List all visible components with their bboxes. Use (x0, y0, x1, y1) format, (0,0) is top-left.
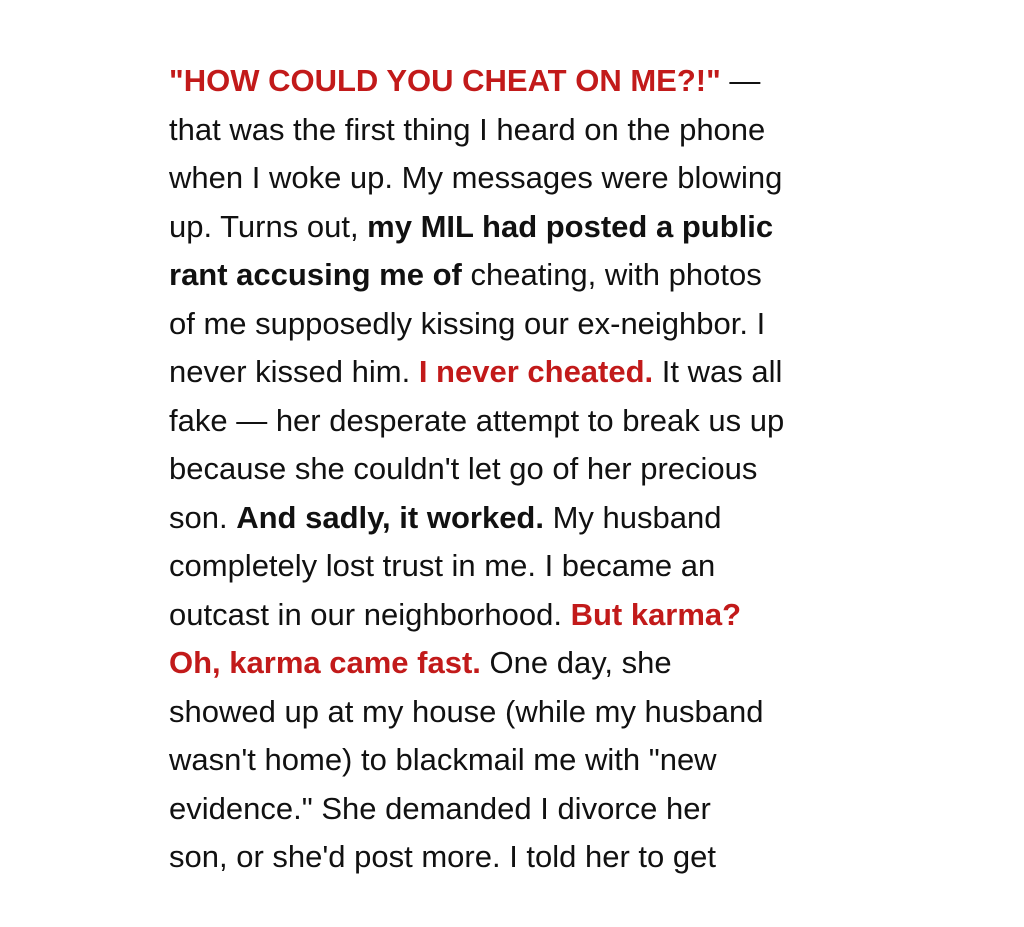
story-line (169, 542, 899, 591)
story-line (169, 591, 899, 640)
story-line (169, 397, 899, 446)
text-segment: fake — her desperate attempt to break us up (169, 402, 785, 438)
red-emphasis-segment: But karma? (570, 596, 742, 632)
text-segment: son. (169, 499, 237, 535)
text-segment: outcast in our neighborhood. (169, 596, 571, 632)
text-segment: wasn't home) to blackmail me with "new (169, 742, 717, 777)
red-emphasis-segment: I never cheated. (418, 354, 654, 389)
story-line (169, 785, 899, 834)
story-line (169, 300, 899, 349)
text-segment: completely lost trust in me. I became an (169, 548, 716, 583)
text-segment: of me supposedly kissing our ex-neighbor. I (169, 305, 766, 341)
text-segment: that was the first thing I heard on the phone (169, 111, 766, 147)
text-segment: never kissed him. (169, 354, 419, 389)
text-segment: cheating, with photos (461, 257, 762, 292)
story-line (169, 57, 899, 106)
story-line (169, 106, 899, 155)
exclamation-quote: "HOW COULD YOU CHEAT ON ME?!" (169, 63, 721, 98)
bold-text-segment: rant accusing me of (169, 257, 462, 292)
story-text (169, 57, 899, 882)
story-line (169, 688, 899, 737)
text-segment: evidence." She demanded I divorce her (169, 790, 711, 826)
story-line (169, 639, 899, 688)
bold-text-segment: my MIL had posted a public (367, 208, 774, 244)
story-line (169, 736, 899, 785)
text-segment: One day, she (480, 645, 672, 680)
story-line (169, 154, 899, 203)
story-line (169, 833, 899, 882)
red-emphasis-segment: Oh, karma came fast. (169, 645, 481, 680)
text-segment: — (720, 63, 761, 98)
bold-text-segment: And sadly, it worked. (236, 499, 544, 535)
text-segment: because she couldn't let go of her precious (169, 451, 758, 486)
text-segment: showed up at my house (while my husband (169, 693, 764, 729)
text-segment: It was all (653, 354, 783, 389)
text-segment: up. Turns out, (169, 208, 368, 244)
story-line (169, 445, 899, 494)
text-segment: son, or she'd post more. I told her to get (169, 839, 716, 874)
story-line (169, 348, 899, 397)
story-line (169, 494, 899, 543)
text-segment: My husband (543, 499, 722, 535)
story-line (169, 251, 899, 300)
story-line (169, 203, 899, 252)
text-segment: when I woke up. My messages were blowing (169, 160, 783, 195)
